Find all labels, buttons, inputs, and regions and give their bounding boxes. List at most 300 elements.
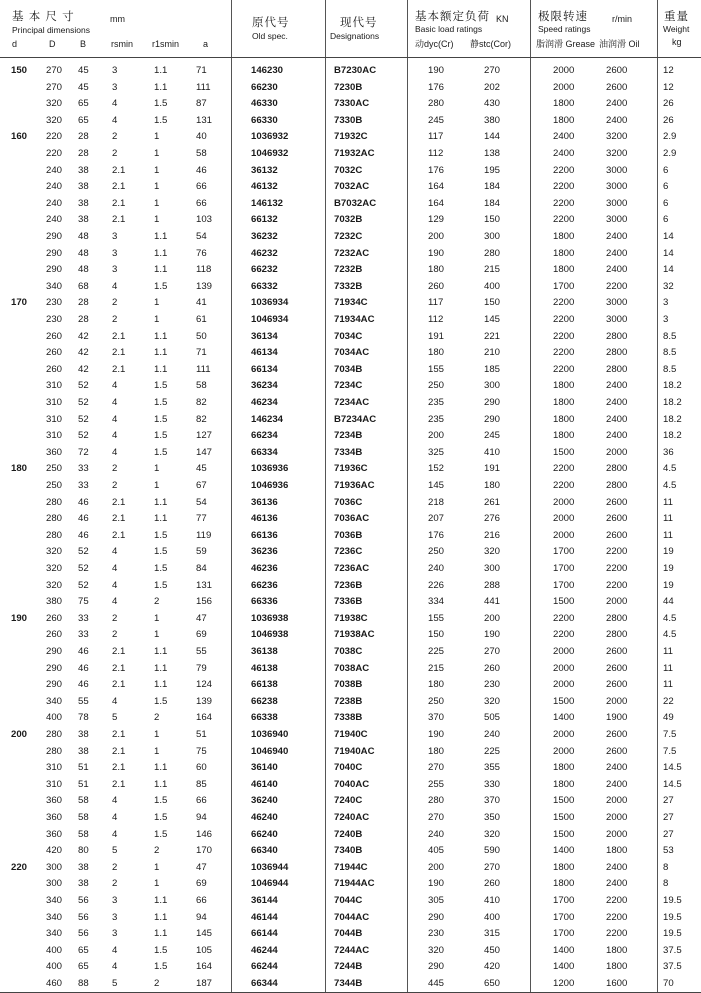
cell-weight: 7.5: [663, 746, 677, 757]
cell-r1smin: 1.5: [154, 829, 168, 840]
cell-outer-D: 400: [46, 712, 63, 723]
cell-old-spec: 146230: [251, 65, 284, 76]
cell-grease-speed: 2000: [553, 729, 575, 740]
cell-cor: 320: [484, 546, 501, 557]
cell-outer-D: 260: [46, 364, 63, 375]
cell-cor: 180: [484, 480, 501, 491]
cell-cr: 190: [428, 878, 445, 889]
cell-outer-D: 240: [46, 165, 63, 176]
cell-old-spec: 66334: [251, 447, 278, 458]
cell-grease-speed: 1800: [553, 862, 575, 873]
cell-r1smin: 1.1: [154, 65, 168, 76]
cell-r1smin: 1.1: [154, 497, 168, 508]
cell-designation: 7330AC: [334, 98, 370, 109]
cell-a: 131: [196, 580, 213, 591]
col-header-d: d: [12, 39, 18, 49]
cell-grease-speed: 2200: [553, 214, 575, 225]
cell-grease-speed: 1200: [553, 978, 575, 989]
cell-outer-D: 230: [46, 297, 63, 308]
cell-r1smin: 1.5: [154, 281, 168, 292]
cell-width-B: 38: [78, 181, 89, 192]
cell-grease-speed: 1800: [553, 414, 575, 425]
cell-rsmin: 2.1: [112, 513, 126, 524]
cell-width-B: 46: [78, 513, 89, 524]
cell-width-B: 38: [78, 878, 89, 889]
cell-outer-D: 310: [46, 414, 63, 425]
cell-cr: 180: [428, 347, 445, 358]
cell-outer-D: 290: [46, 646, 63, 657]
cell-designation: 7332B: [334, 281, 363, 292]
cell-outer-D: 310: [46, 397, 63, 408]
cell-rsmin: 3: [112, 928, 118, 939]
cell-outer-D: 300: [46, 862, 63, 873]
cell-cor: 270: [484, 65, 501, 76]
cell-cor: 276: [484, 513, 501, 524]
cell-oil-speed: 2600: [606, 646, 628, 657]
cell-width-B: 28: [78, 297, 89, 308]
cell-weight: 4.5: [663, 463, 677, 474]
cell-designation: 7040AC: [334, 779, 370, 790]
cell-old-spec: 66340: [251, 845, 278, 856]
cell-designation: 7044B: [334, 928, 363, 939]
cell-width-B: 52: [78, 380, 89, 391]
cell-cor: 230: [484, 679, 501, 690]
cell-width-B: 56: [78, 912, 89, 923]
cell-width-B: 45: [78, 65, 89, 76]
cell-designation: 71932C: [334, 131, 368, 142]
cell-weight: 4.5: [663, 613, 677, 624]
cell-oil-speed: 2600: [606, 65, 628, 76]
cell-outer-D: 380: [46, 596, 63, 607]
cell-r1smin: 2: [154, 712, 160, 723]
cell-old-spec: 1046932: [251, 148, 289, 159]
cell-a: 164: [196, 712, 213, 723]
cell-grease-speed: 2200: [553, 181, 575, 192]
cell-rsmin: 4: [112, 98, 118, 109]
cell-rsmin: 4: [112, 447, 118, 458]
cell-a: 119: [196, 530, 212, 541]
cell-rsmin: 4: [112, 430, 118, 441]
cell-cor: 184: [484, 198, 501, 209]
cell-rsmin: 2.1: [112, 165, 126, 176]
cell-designation: 71938C: [334, 613, 368, 624]
cell-cr: 164: [428, 181, 445, 192]
cell-a: 131: [196, 115, 213, 126]
cell-designation: B7230AC: [334, 65, 377, 76]
cell-weight: 4.5: [663, 629, 677, 640]
cell-oil-speed: 2600: [606, 746, 628, 757]
cell-a: 170: [196, 845, 213, 856]
cell-cr: 190: [428, 248, 445, 259]
cell-cor: 200: [484, 613, 501, 624]
cell-old-spec: 46144: [251, 912, 278, 923]
cell-rsmin: 2.1: [112, 663, 126, 674]
cell-rsmin: 2: [112, 314, 118, 325]
cell-designation: 7240C: [334, 795, 363, 806]
cell-designation: B7032AC: [334, 198, 377, 209]
cell-r1smin: 1.5: [154, 530, 168, 541]
cell-old-spec: 46138: [251, 663, 278, 674]
cell-oil-speed: 2400: [606, 380, 628, 391]
cell-r1smin: 1.1: [154, 264, 168, 275]
cell-old-spec: 66244: [251, 961, 278, 972]
cell-grease-speed: 2200: [553, 165, 575, 176]
cell-r1smin: 2: [154, 596, 160, 607]
cell-outer-D: 220: [46, 131, 63, 142]
cell-old-spec: 1046934: [251, 314, 289, 325]
cell-weight: 53: [663, 845, 674, 856]
cell-oil-speed: 2200: [606, 563, 628, 574]
load-title-en: Basic load ratings: [415, 24, 483, 34]
cell-weight: 18.2: [663, 397, 682, 408]
cell-r1smin: 1.1: [154, 513, 168, 524]
cell-a: 59: [196, 546, 207, 557]
cell-cr: 260: [428, 281, 445, 292]
cell-width-B: 33: [78, 480, 89, 491]
cell-rsmin: 3: [112, 895, 118, 906]
cell-designation: 7036C: [334, 497, 363, 508]
cell-a: 61: [196, 314, 207, 325]
cell-cr: 200: [428, 862, 445, 873]
cell-r1smin: 2: [154, 845, 160, 856]
cell-cor: 210: [484, 347, 501, 358]
cell-designation: 7244B: [334, 961, 363, 972]
cell-width-B: 48: [78, 264, 89, 275]
cell-weight: 11: [663, 646, 673, 657]
cell-weight: 19.5: [663, 912, 682, 923]
cell-grease-speed: 1400: [553, 712, 575, 723]
cell-designation: 71934AC: [334, 314, 375, 325]
cell-cr: 112: [428, 314, 444, 325]
cell-oil-speed: 2600: [606, 513, 628, 524]
cell-a: 156: [196, 596, 213, 607]
cell-oil-speed: 2400: [606, 264, 628, 275]
cell-cr: 200: [428, 430, 445, 441]
cell-old-spec: 66234: [251, 430, 278, 441]
cell-cor: 505: [484, 712, 501, 723]
cell-old-spec: 66230: [251, 82, 278, 93]
cell-rsmin: 2.1: [112, 779, 126, 790]
cell-r1smin: 1.1: [154, 347, 168, 358]
cell-grease-speed: 1800: [553, 779, 575, 790]
cell-outer-D: 230: [46, 314, 63, 325]
cell-oil-speed: 3200: [606, 131, 628, 142]
cell-grease-speed: 2000: [553, 646, 575, 657]
cell-designation: 7336B: [334, 596, 363, 607]
cell-weight: 6: [663, 165, 669, 176]
cell-weight: 26: [663, 98, 674, 109]
cell-width-B: 65: [78, 945, 89, 956]
cell-outer-D: 240: [46, 181, 63, 192]
cell-a: 75: [196, 746, 207, 757]
cell-grease-speed: 2200: [553, 364, 575, 375]
cell-weight: 11: [663, 497, 673, 508]
cell-designation: 7034B: [334, 364, 363, 375]
cell-outer-D: 320: [46, 546, 63, 557]
cell-cr: 164: [428, 198, 445, 209]
cell-grease-speed: 1800: [553, 762, 575, 773]
cell-cr: 200: [428, 231, 445, 242]
cell-cor: 221: [484, 331, 501, 342]
cell-oil-speed: 1800: [606, 845, 628, 856]
cell-cor: 420: [484, 961, 501, 972]
cell-cor: 355: [484, 762, 501, 773]
cell-r1smin: 1.5: [154, 430, 168, 441]
cell-grease-speed: 1800: [553, 115, 575, 126]
col-header-D: D: [49, 39, 56, 49]
cell-width-B: 28: [78, 131, 89, 142]
cell-cor: 144: [484, 131, 501, 142]
cell-width-B: 51: [78, 762, 89, 773]
cell-rsmin: 2: [112, 463, 118, 474]
speed-title-en: Speed ratings: [538, 24, 591, 34]
cell-weight: 8.5: [663, 364, 677, 375]
cell-grease-speed: 1700: [553, 895, 575, 906]
cell-weight: 27: [663, 795, 674, 806]
cell-r1smin: 1: [154, 148, 160, 159]
cell-weight: 44: [663, 596, 674, 607]
cell-cor: 380: [484, 115, 501, 126]
cell-cr: 405: [428, 845, 445, 856]
cell-outer-D: 400: [46, 945, 63, 956]
cell-grease-speed: 1700: [553, 563, 575, 574]
cell-r1smin: 1.5: [154, 961, 168, 972]
cell-cr: 230: [428, 928, 445, 939]
cell-r1smin: 1.5: [154, 580, 168, 591]
cell-width-B: 38: [78, 729, 89, 740]
cell-designation: 7236B: [334, 580, 363, 591]
cell-rsmin: 2: [112, 297, 118, 308]
cell-width-B: 65: [78, 98, 89, 109]
cell-oil-speed: 2400: [606, 397, 628, 408]
cell-outer-D: 310: [46, 380, 63, 391]
cell-width-B: 58: [78, 812, 89, 823]
cell-r1smin: 1: [154, 214, 160, 225]
cell-outer-D: 290: [46, 231, 63, 242]
cell-weight: 49: [663, 712, 674, 723]
cell-oil-speed: 2000: [606, 596, 628, 607]
cell-width-B: 33: [78, 463, 89, 474]
cell-grease-speed: 1800: [553, 98, 575, 109]
cell-r1smin: 1: [154, 878, 160, 889]
cell-a: 85: [196, 779, 207, 790]
cell-old-spec: 66236: [251, 580, 278, 591]
cell-oil-speed: 1800: [606, 961, 628, 972]
cell-old-spec: 66136: [251, 530, 278, 541]
cell-cr: 117: [428, 297, 444, 308]
cell-bore-d: 200: [11, 729, 28, 740]
cell-r1smin: 1.1: [154, 912, 168, 923]
cell-cor: 400: [484, 912, 501, 923]
cell-width-B: 72: [78, 447, 89, 458]
cell-rsmin: 2: [112, 878, 118, 889]
cell-a: 103: [196, 214, 213, 225]
cell-grease-speed: 2000: [553, 65, 575, 76]
cell-grease-speed: 2000: [553, 530, 575, 541]
cell-old-spec: 1036934: [251, 297, 289, 308]
cell-grease-speed: 2200: [553, 331, 575, 342]
cell-rsmin: 2.1: [112, 530, 126, 541]
cell-old-spec: 46134: [251, 347, 278, 358]
cell-oil-speed: 2600: [606, 82, 628, 93]
cell-oil-speed: 2200: [606, 281, 628, 292]
cell-designation: 7036AC: [334, 513, 370, 524]
cell-outer-D: 270: [46, 65, 63, 76]
cell-width-B: 28: [78, 314, 89, 325]
cell-weight: 14: [663, 231, 674, 242]
cell-a: 54: [196, 231, 207, 242]
cell-cr: 250: [428, 696, 445, 707]
cell-weight: 14.5: [663, 779, 682, 790]
cell-rsmin: 4: [112, 696, 118, 707]
cell-outer-D: 280: [46, 530, 63, 541]
cell-r1smin: 1: [154, 480, 160, 491]
cell-rsmin: 4: [112, 281, 118, 292]
cell-width-B: 51: [78, 779, 89, 790]
cell-cr: 270: [428, 762, 445, 773]
cell-outer-D: 310: [46, 762, 63, 773]
cell-cor: 410: [484, 895, 501, 906]
cell-oil-speed: 2400: [606, 98, 628, 109]
cell-cr: 155: [428, 613, 445, 624]
cell-rsmin: 2: [112, 131, 118, 142]
cell-outer-D: 240: [46, 198, 63, 209]
cell-grease-speed: 2200: [553, 480, 575, 491]
cell-designation: 7232C: [334, 231, 363, 242]
cell-oil-speed: 2400: [606, 762, 628, 773]
cell-cr: 235: [428, 397, 445, 408]
cell-r1smin: 1: [154, 613, 160, 624]
cell-a: 66: [196, 181, 207, 192]
cell-a: 46: [196, 165, 207, 176]
cell-a: 82: [196, 397, 207, 408]
cell-grease-speed: 2400: [553, 131, 575, 142]
cell-weight: 26: [663, 115, 674, 126]
cell-width-B: 38: [78, 746, 89, 757]
cell-cor: 195: [484, 165, 501, 176]
cell-outer-D: 460: [46, 978, 63, 989]
cell-oil-speed: 2400: [606, 115, 628, 126]
cell-rsmin: 2.1: [112, 762, 126, 773]
cell-cr: 190: [428, 65, 445, 76]
cell-old-spec: 36144: [251, 895, 278, 906]
cell-a: 111: [196, 82, 211, 93]
cell-weight: 22: [663, 696, 674, 707]
cell-r1smin: 1.1: [154, 364, 168, 375]
cell-r1smin: 1: [154, 297, 160, 308]
old-spec-title-cn: 原代号: [252, 17, 290, 29]
cell-rsmin: 2: [112, 862, 118, 873]
cell-old-spec: 66134: [251, 364, 278, 375]
cell-outer-D: 300: [46, 878, 63, 889]
cell-width-B: 38: [78, 862, 89, 873]
cell-rsmin: 4: [112, 829, 118, 840]
weight-title-cn: 重量: [664, 11, 689, 23]
cell-weight: 14: [663, 248, 674, 259]
cell-weight: 11: [663, 513, 673, 524]
cell-designation: 7244AC: [334, 945, 370, 956]
cell-oil-speed: 3000: [606, 198, 628, 209]
col-header-a: a: [203, 39, 209, 49]
cell-rsmin: 4: [112, 580, 118, 591]
cell-weight: 6: [663, 198, 669, 209]
cell-a: 79: [196, 663, 207, 674]
cell-a: 105: [196, 945, 213, 956]
cell-grease-speed: 2200: [553, 347, 575, 358]
cell-cr: 270: [428, 812, 445, 823]
cell-old-spec: 66344: [251, 978, 278, 989]
cell-old-spec: 1036940: [251, 729, 289, 740]
cell-cr: 325: [428, 447, 445, 458]
cell-rsmin: 4: [112, 115, 118, 126]
speed-title-cn: 极限转速: [538, 11, 588, 23]
cell-r1smin: 1.1: [154, 663, 168, 674]
cell-designation: 71944C: [334, 862, 368, 873]
cell-weight: 19.5: [663, 928, 682, 939]
cell-designation: 7038B: [334, 679, 363, 690]
cell-weight: 18.2: [663, 414, 682, 425]
cell-outer-D: 320: [46, 563, 63, 574]
cell-rsmin: 2.1: [112, 679, 126, 690]
cell-old-spec: 36132: [251, 165, 278, 176]
cell-oil-speed: 3000: [606, 214, 628, 225]
cell-width-B: 58: [78, 829, 89, 840]
cell-outer-D: 280: [46, 746, 63, 757]
cell-weight: 11: [663, 530, 673, 541]
cell-weight: 37.5: [663, 961, 682, 972]
designation-title-cn: 现代号: [340, 17, 378, 29]
cell-weight: 14.5: [663, 762, 682, 773]
cell-r1smin: 1: [154, 629, 160, 640]
cell-r1smin: 1: [154, 314, 160, 325]
cell-r1smin: 1: [154, 165, 160, 176]
dims-unit: mm: [110, 14, 125, 24]
cell-cor: 350: [484, 812, 501, 823]
cell-cr: 225: [428, 646, 445, 657]
cell-rsmin: 3: [112, 248, 118, 259]
cell-oil-speed: 1800: [606, 945, 628, 956]
cell-old-spec: 36232: [251, 231, 278, 242]
cell-r1smin: 1.1: [154, 679, 168, 690]
cell-cr: 117: [428, 131, 444, 142]
cell-oil-speed: 2600: [606, 729, 628, 740]
cell-a: 145: [196, 928, 213, 939]
cell-grease-speed: 1700: [553, 928, 575, 939]
cell-r1smin: 1.5: [154, 546, 168, 557]
cell-a: 146: [196, 829, 213, 840]
cell-grease-speed: 1700: [553, 546, 575, 557]
cell-cr: 240: [428, 563, 445, 574]
cell-cor: 290: [484, 414, 501, 425]
cell-a: 94: [196, 912, 207, 923]
cell-oil-speed: 2800: [606, 480, 628, 491]
cell-cr: 290: [428, 961, 445, 972]
cell-grease-speed: 1500: [553, 829, 575, 840]
cell-outer-D: 400: [46, 961, 63, 972]
cell-cor: 270: [484, 646, 501, 657]
cell-outer-D: 290: [46, 679, 63, 690]
cell-cr: 305: [428, 895, 445, 906]
cell-cor: 261: [484, 497, 501, 508]
cell-weight: 14: [663, 264, 674, 275]
cell-a: 67: [196, 480, 207, 491]
cell-outer-D: 360: [46, 447, 63, 458]
cell-outer-D: 220: [46, 148, 63, 159]
cell-width-B: 28: [78, 148, 89, 159]
cell-r1smin: 1: [154, 862, 160, 873]
cell-designation: 7044C: [334, 895, 363, 906]
cell-designation: 71934C: [334, 297, 368, 308]
